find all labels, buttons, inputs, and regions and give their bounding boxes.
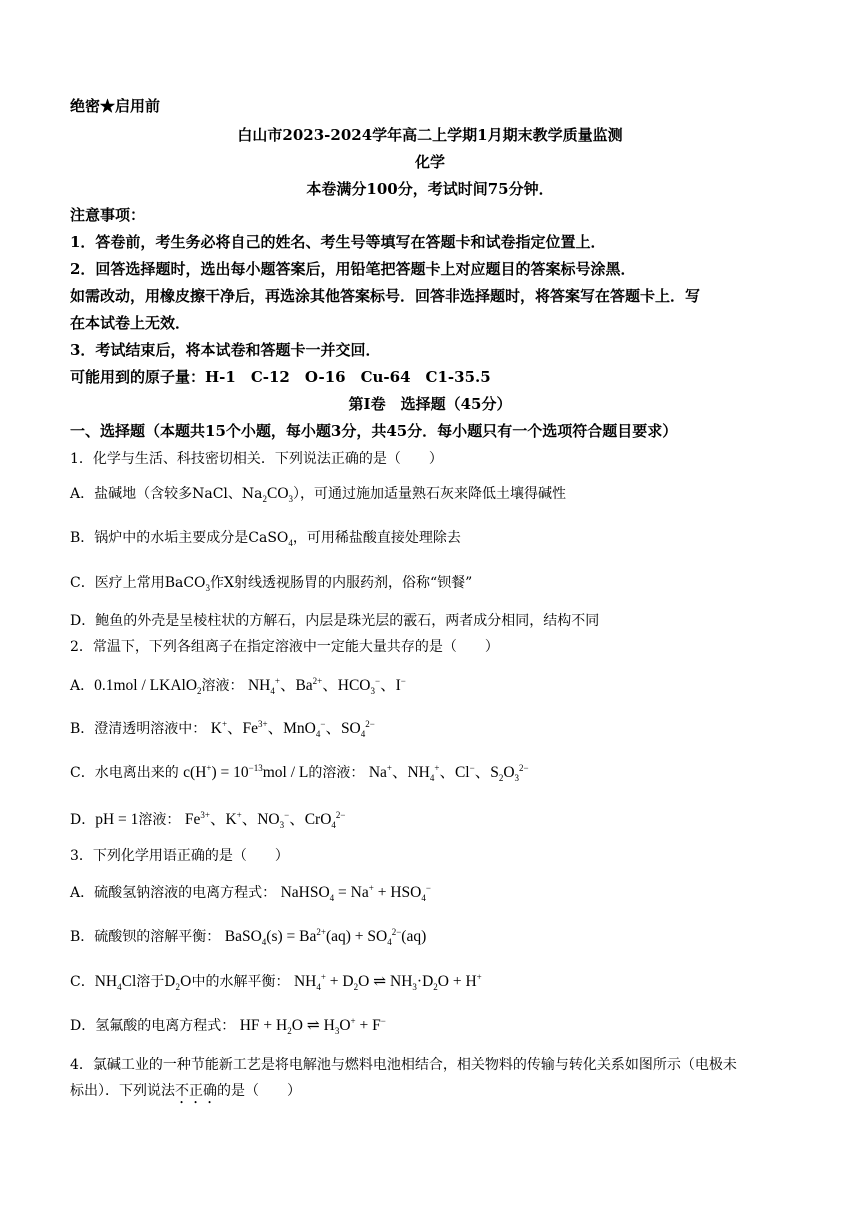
q1-option-a: A．盐碱地（含较多NaCl、$Na_2CO_3$），可通过施加适量熟石灰来降低土壤得碱性 — [70, 485, 567, 505]
subject-title: 化学 — [414, 153, 445, 171]
atomic-masses: 可能用到的原子量：H-1 C-12 O-16 Cu-64 C1-35.5 — [70, 368, 491, 386]
note-2-cont: 如需改动，用橡皮擦干净后，再选涂其他答案标号．回答非选择题时，将答案写在答题卡上．写 — [70, 287, 701, 305]
q2-option-a: A．0.1mol / LKAlO$_2$溶液： $NH_4^+$、$Ba^{2+}$、$HCO_3^-$、I− — [70, 675, 406, 697]
q2-stem: 2．常温下，下列各组离子在指定溶液中一定能大量共存的是（ ） — [70, 639, 499, 655]
q3-option-a: A．硫酸氢钠溶液的电离方程式： NaHSO$_4$ = $Na^+ + HSO_4^-$ — [70, 882, 431, 904]
q2-option-d: D．pH = 1溶液： $Fe^{3+}$、K+、$NO_3^-$、CrO$_4^{2-}$ — [70, 809, 346, 831]
score-time: 本卷满分100分，考试时间75分钟． — [306, 180, 554, 198]
q1-option-b: B．锅炉中的水垢主要成分是CaSO$_4$，可用稀盐酸直接处理除去 — [70, 530, 461, 549]
secret-label: 绝密★启用前 — [70, 97, 161, 115]
note-1: 1．答卷前，考生务必将自己的姓名、考生号等填写在答题卡和试卷指定位置上． — [70, 233, 606, 251]
notes-heading: 注意事项： — [70, 206, 146, 224]
volume-heading: 第Ⅰ卷 选择题（45分） — [348, 395, 512, 413]
note-2-end: 在本试卷上无效． — [70, 314, 191, 332]
note-3: 3．考试结束后，将本试卷和答题卡一并交回． — [70, 341, 381, 359]
q1-stem: 1．化学与生活、科技密切相关．下列说法正确的是（ ） — [70, 451, 443, 467]
section-heading: 一、选择题（本题共15个小题，每小题3分，共45分．每小题只有一个选项符合题目要求） — [70, 422, 678, 440]
note-2: 2．回答选择题时，选出每小题答案后，用铅笔把答题卡上对应题目的答案标号涂黑． — [70, 260, 636, 278]
q4-stem-line2: 标出）．下列说法不正确的是（ ） — [70, 1083, 301, 1099]
q1-option-c: C．医疗上常用BaCO$_3$作X射线透视肠胃的内服药剂，俗称“钡餐” — [70, 575, 473, 594]
q1-option-d: D．鲍鱼的外壳是呈棱柱状的方解石，内层是珠光层的霰石，两者成分相同，结构不同 — [70, 613, 600, 629]
q3-option-b: B．硫酸钡的溶解平衡： BaSO$_4$(s) = $Ba^{2+}(aq) + SO_4^{2-}(aq)$ — [70, 926, 427, 948]
q3-stem: 3．下列化学用语正确的是（ ） — [70, 848, 289, 864]
q2-option-b: B．澄清透明溶液中： K+、$Fe^{3+}$、MnO$_4$−、$SO_4^{2-}$ — [70, 718, 375, 740]
q3-option-c: C．$NH_4Cl$溶于$D_2O$中的水解平衡： $NH_4^+ + D_2O$ ⇌ $NH_3\cdot D_2O + H^+$ — [70, 971, 482, 993]
emphasis-not-correct: 不正确 — [175, 1083, 217, 1099]
q3-option-d: D．氢氟酸的电离方程式： HF + $H_2O$ ⇌ $H_3O^+ + F^-$ — [70, 1015, 386, 1037]
exam-title: 白山市2023-2024学年高二上学期1月期末教学质量监测 — [237, 126, 623, 144]
q4-stem-line1: 4．氯碱工业的一种节能新工艺是将电解池与燃料电池相结合，相关物料的传输与转化关系如图所示（电极未 — [70, 1057, 737, 1073]
q2-option-c: C．水电离出来的 $c(H^+) = 10^{-13}mol / L$的溶液： Na+、$NH_4^+$、Cl−、$S_2O_3^{2-}$ — [70, 762, 529, 784]
